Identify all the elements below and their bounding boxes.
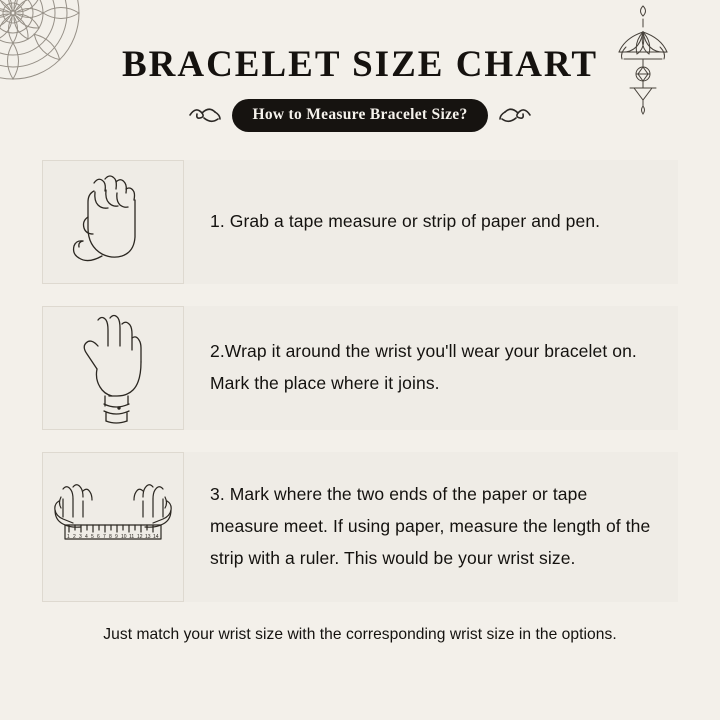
- step-text: 1. Grab a tape measure or strip of paper and pen.: [210, 210, 601, 231]
- fist-hand-with-tape-icon: [58, 169, 168, 275]
- page-title: BRACELET SIZE CHART: [121, 44, 599, 85]
- step-text: 2.Wrap it around the wrist you'll wear your bracelet on. Mark the place where it joins.: [210, 341, 637, 393]
- list-item: [42, 452, 678, 602]
- svg-text:1: 1: [67, 533, 70, 540]
- svg-text:5: 5: [91, 533, 94, 540]
- svg-text:9: 9: [115, 533, 118, 540]
- step-3-figure: [42, 452, 184, 602]
- svg-text:6: 6: [97, 533, 100, 540]
- step-1-body: [184, 160, 678, 284]
- svg-text:8: 8: [109, 533, 112, 540]
- subtitle-row: [0, 99, 720, 132]
- steps-list: [0, 160, 720, 602]
- svg-text:14: 14: [153, 533, 159, 540]
- step-3-body: [184, 452, 678, 602]
- svg-text:11: 11: [129, 533, 135, 540]
- hand-with-tape-around-wrist-icon: [58, 312, 168, 424]
- step-text: 3. Mark where the two ends of the paper or tape measure meet. If using paper, measure the length of the strip with a ruler. This would be your wrist size.: [210, 484, 651, 568]
- svg-text:2: 2: [73, 533, 76, 540]
- svg-text:12: 12: [137, 533, 143, 540]
- flourish-left-icon: [188, 104, 222, 126]
- svg-text:10: 10: [121, 533, 127, 540]
- svg-text:13: 13: [145, 533, 151, 540]
- step-1-figure: [42, 160, 184, 284]
- list-item: [42, 306, 678, 430]
- header: [0, 0, 720, 132]
- list-item: [42, 160, 678, 284]
- step-2-body: [184, 306, 678, 430]
- svg-text:3: 3: [79, 533, 82, 540]
- flourish-right-icon: [498, 104, 532, 126]
- svg-text:7: 7: [103, 533, 106, 540]
- footer-note: Just match your wrist size with the corresponding wrist size in the options.: [103, 625, 617, 643]
- svg-text:4: 4: [85, 533, 88, 540]
- step-2-figure: [42, 306, 184, 430]
- hands-measuring-strip-with-ruler-icon: [49, 479, 177, 575]
- subtitle-badge: How to Measure Bracelet Size?: [232, 99, 487, 132]
